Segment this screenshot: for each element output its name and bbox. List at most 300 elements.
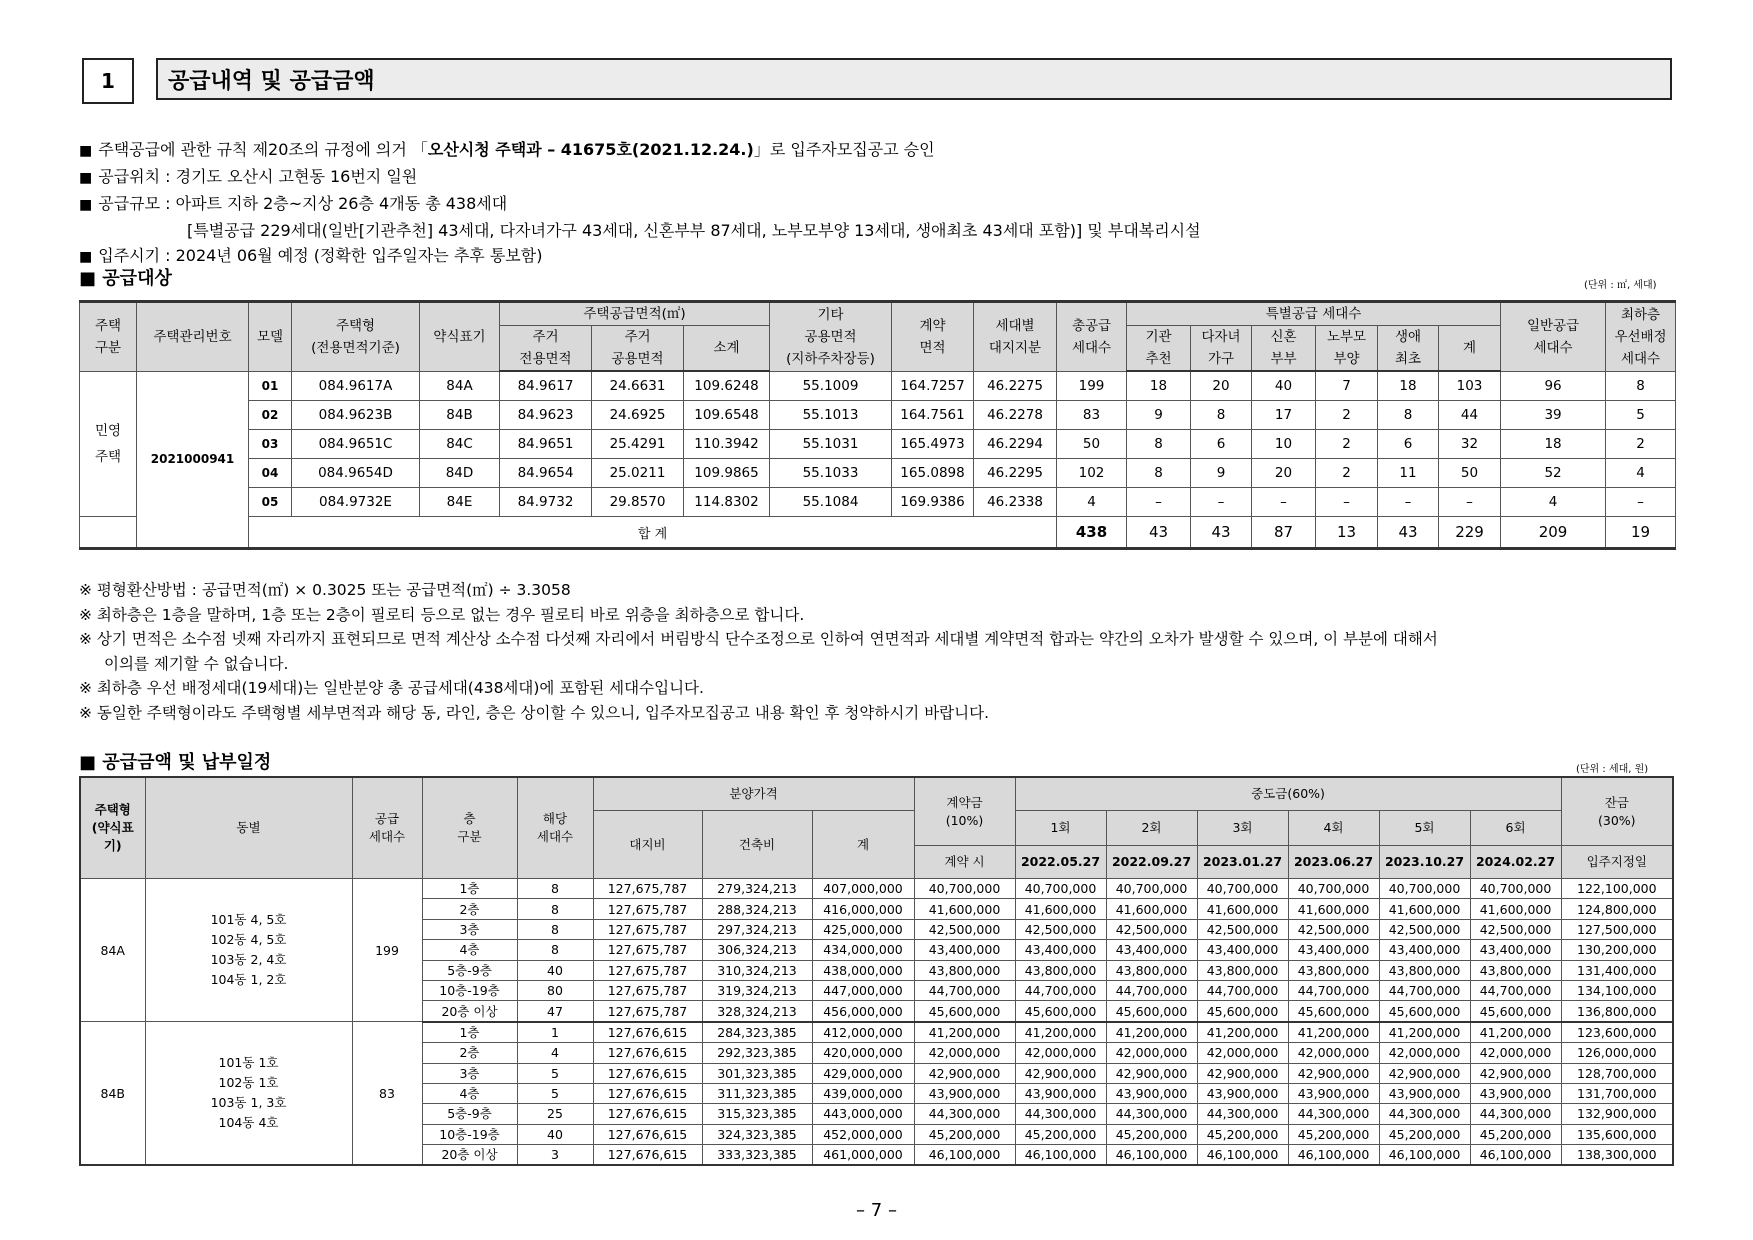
header-house-type: 주택형 (전용면적기준)	[292, 302, 420, 372]
price-cell: 41,600,000	[1015, 899, 1106, 919]
price-cell: 124,800,000	[1561, 899, 1673, 919]
header-sp-first: 생애 최초	[1378, 326, 1439, 372]
price-cell: 324,323,385	[702, 1124, 812, 1144]
price-cell: 438,000,000	[812, 960, 914, 980]
supply-row	[80, 430, 1676, 459]
header-middle: 중도금(60%)	[1015, 777, 1561, 811]
price-cell: 315,323,385	[702, 1104, 812, 1124]
header-round: 1회	[1015, 811, 1106, 846]
price-cell: 127,676,615	[593, 1063, 702, 1083]
note-item: ※ 동일한 주택형이라도 주택형별 세부면적과 해당 동, 라인, 층은 상이할 수 있으니, 입주자모집공고 내용 확인 후 청약하시기 바랍니다.	[79, 703, 990, 722]
supply-cell: –	[1252, 488, 1316, 517]
supply-cell: 84.9651	[500, 430, 592, 459]
header-special: 특별공급 세대수	[1127, 302, 1501, 326]
price-cell: 333,323,385	[702, 1145, 812, 1166]
price-cell: 8	[517, 940, 593, 960]
price-cell: 4층	[422, 940, 517, 960]
price-cell: 328,324,213	[702, 1001, 812, 1022]
supply-cell: 52	[1501, 459, 1606, 488]
price-cell: 41,600,000	[1470, 899, 1561, 919]
supply-cell: 46.2338	[974, 488, 1057, 517]
supply-cell: 84E	[420, 488, 500, 517]
header-units: 해당 세대수	[517, 777, 593, 879]
price-cell: 44,300,000	[1015, 1104, 1106, 1124]
price-cell: 43,800,000	[1470, 960, 1561, 980]
supply-cell: 96	[1501, 371, 1606, 401]
price-cell: 40,700,000	[914, 879, 1015, 899]
note-item: ※ 최하층 우선 배정세대(19세대)는 일반분양 총 공급세대(438세대)에 포함된 세대수입니다.	[79, 679, 704, 697]
total-row	[80, 517, 1676, 549]
price-cell: 127,676,615	[593, 1104, 702, 1124]
supply-cell: 8	[1606, 371, 1676, 401]
supply-cell: 46.2278	[974, 401, 1057, 430]
price-cell: 42,000,000	[1106, 1043, 1197, 1063]
supply-cell: 84A	[420, 371, 500, 401]
mgmt-number-cell: 2021000941	[137, 371, 249, 549]
move-in-line	[79, 243, 1679, 270]
supply-cell: 8	[1378, 401, 1439, 430]
supply-cell: 55.1033	[770, 459, 892, 488]
price-cell: 138,300,000	[1561, 1145, 1673, 1166]
price-cell: 130,200,000	[1561, 940, 1673, 960]
supply-cell: 20	[1252, 459, 1316, 488]
section-header	[82, 58, 1678, 102]
price-cell: 42,000,000	[1470, 1043, 1561, 1063]
price-cell: 128,700,000	[1561, 1063, 1673, 1083]
price-cell: 311,323,385	[702, 1083, 812, 1103]
price-cell: 43,900,000	[1288, 1083, 1379, 1103]
price-cell: 8	[517, 919, 593, 939]
price-cell: 42,000,000	[1015, 1043, 1106, 1063]
price-cell: 44,700,000	[1106, 980, 1197, 1000]
price-schedule-unit: (단위 : 세대, 원)	[1576, 764, 1649, 775]
price-cell: 134,100,000	[1561, 980, 1673, 1000]
price-cell: 127,676,615	[593, 1022, 702, 1043]
supply-row	[80, 488, 1676, 517]
price-cell: 42,900,000	[1015, 1063, 1106, 1083]
supply-cell: 102	[1057, 459, 1127, 488]
supply-cell: 109.6548	[684, 401, 770, 430]
supply-target-table	[79, 300, 1676, 550]
price-cell: 44,700,000	[1470, 980, 1561, 1000]
header-mgmt-no: 주택관리번호	[137, 302, 249, 372]
price-cell: 5층-9층	[422, 960, 517, 980]
header-total-supply: 총공급 세대수	[1057, 302, 1127, 372]
price-cell: 43,800,000	[1106, 960, 1197, 980]
price-cell: 127,675,787	[593, 1001, 702, 1022]
move-in-text: 입주시기 : 2024년 06월 예정 (정확한 입주일자는 추후 통보함)	[98, 246, 543, 265]
price-cell: 122,100,000	[1561, 879, 1673, 899]
supply-cell: –	[1191, 488, 1252, 517]
price-cell: 42,500,000	[1197, 919, 1288, 939]
price-cell: 443,000,000	[812, 1104, 914, 1124]
price-cell: 310,324,213	[702, 960, 812, 980]
supply-cell: 25.0211	[592, 459, 684, 488]
price-cell: 42,900,000	[1470, 1063, 1561, 1083]
supply-cell: 4	[1057, 488, 1127, 517]
price-cell: 131,400,000	[1561, 960, 1673, 980]
header-balance: 잔금 (30%)	[1561, 777, 1673, 846]
price-cell: 42,500,000	[1379, 919, 1470, 939]
price-cell: 434,000,000	[812, 940, 914, 960]
header-round: 6회	[1470, 811, 1561, 846]
price-cell: 45,200,000	[1288, 1124, 1379, 1144]
total-cell: 13	[1316, 517, 1378, 549]
header-round: 3회	[1197, 811, 1288, 846]
supply-cell: 24.6631	[592, 371, 684, 401]
total-cell: 43	[1191, 517, 1252, 549]
price-schedule-heading	[79, 748, 271, 774]
price-cell: 42,500,000	[914, 919, 1015, 939]
total-cell: 209	[1501, 517, 1606, 549]
supply-cell: 110.3942	[684, 430, 770, 459]
price-cell: 135,600,000	[1561, 1124, 1673, 1144]
price-cell: 8	[517, 879, 593, 899]
price-row	[80, 879, 1673, 899]
supply-cell: 44	[1439, 401, 1501, 430]
price-cell: 44,300,000	[1470, 1104, 1561, 1124]
price-cell: 43,900,000	[1470, 1083, 1561, 1103]
price-cell: 44,300,000	[1288, 1104, 1379, 1124]
supply-cell: –	[1439, 488, 1501, 517]
supply-cell: 164.7257	[892, 371, 974, 401]
supply-cell: 55.1031	[770, 430, 892, 459]
price-cell: 44,300,000	[1379, 1104, 1470, 1124]
price-cell: 43,800,000	[914, 960, 1015, 980]
header-deposit-when: 계약 시	[914, 846, 1015, 879]
price-cell: 41,200,000	[1015, 1022, 1106, 1043]
price-cell: 131,700,000	[1561, 1083, 1673, 1103]
price-cell: 41,200,000	[1470, 1022, 1561, 1043]
header-sum: 계	[812, 811, 914, 879]
type-cell: 84A	[80, 879, 145, 1022]
supply-cell: 50	[1057, 430, 1127, 459]
price-cell: 136,800,000	[1561, 1001, 1673, 1022]
header-date: 2024.02.27	[1470, 846, 1561, 879]
price-cell: 4층	[422, 1083, 517, 1103]
price-cell: 45,600,000	[1015, 1001, 1106, 1022]
supply-cell: 03	[249, 430, 292, 459]
header-supply-area: 주택공급면적(㎡)	[500, 302, 770, 326]
notes	[79, 578, 1679, 725]
supply-row	[80, 459, 1676, 488]
price-cell: 126,000,000	[1561, 1043, 1673, 1063]
price-cell: 42,900,000	[1106, 1063, 1197, 1083]
price-cell: 40,700,000	[1106, 879, 1197, 899]
price-cell: 4	[517, 1043, 593, 1063]
header-sp-multi: 다자녀 가구	[1191, 326, 1252, 372]
supply-cell: 24.6925	[592, 401, 684, 430]
price-cell: 41,600,000	[1106, 899, 1197, 919]
supply-cell: 7	[1316, 371, 1378, 401]
header-type-category: 주택 구분	[80, 302, 137, 372]
price-cell: 43,400,000	[1470, 940, 1561, 960]
price-cell: 3층	[422, 919, 517, 939]
header-lowest-floor: 최하층 우선배정 세대수	[1606, 302, 1676, 372]
header-floor: 층 구분	[422, 777, 517, 879]
total-cell: 19	[1606, 517, 1676, 549]
price-cell: 43,400,000	[1197, 940, 1288, 960]
price-cell: 40,700,000	[1015, 879, 1106, 899]
supply-cell: 165.4973	[892, 430, 974, 459]
supply-cell: 83	[352, 1022, 422, 1166]
price-cell: 45,600,000	[1379, 1001, 1470, 1022]
approval-line	[79, 137, 1679, 164]
category-cell: 민영 주택	[80, 371, 137, 517]
supply-cell: 084.9654D	[292, 459, 420, 488]
supply-cell: 4	[1606, 459, 1676, 488]
supply-cell: 109.9865	[684, 459, 770, 488]
price-cell: 45,600,000	[1288, 1001, 1379, 1022]
total-cell: 229	[1439, 517, 1501, 549]
supply-cell: –	[1316, 488, 1378, 517]
approval-number: 오산시청 주택과 – 41675호(2021.12.24.)	[427, 140, 754, 159]
scale-line	[79, 191, 1679, 218]
special-supply-line	[79, 218, 1679, 243]
price-cell: 45,600,000	[1106, 1001, 1197, 1022]
square-bullet: ■	[79, 197, 93, 213]
price-cell: 42,000,000	[1288, 1043, 1379, 1063]
price-cell: 45,200,000	[1470, 1124, 1561, 1144]
supply-cell: 20	[1191, 371, 1252, 401]
note-item: ※ 최하층은 1층을 말하며, 1층 또는 2층이 필로티 등으로 없는 경우 필로티 바로 위층을 최하층으로 합니다.	[79, 605, 805, 624]
price-cell: 452,000,000	[812, 1124, 914, 1144]
price-cell: 127,675,787	[593, 879, 702, 899]
supply-cell: 84B	[420, 401, 500, 430]
supply-cell: 18	[1501, 430, 1606, 459]
price-cell: 43,900,000	[1015, 1083, 1106, 1103]
header-deposit: 계약금 (10%)	[914, 777, 1015, 846]
price-cell: 2층	[422, 1043, 517, 1063]
location-text: 공급위치 : 경기도 오산시 고현동 16번지 일원	[98, 167, 418, 186]
price-cell: 42,500,000	[1470, 919, 1561, 939]
price-cell: 45,200,000	[914, 1124, 1015, 1144]
price-cell: 44,700,000	[1015, 980, 1106, 1000]
price-cell: 43,400,000	[1015, 940, 1106, 960]
price-cell: 45,200,000	[1106, 1124, 1197, 1144]
header-sp-parents: 노부모 부양	[1316, 326, 1378, 372]
special-supply-text: [특별공급 229세대(일반[기관추천] 43세대, 다자녀가구 43세대, 신혼부부 87세대, 노부모부양 13세대, 생애최초 43세대 포함)] 및 부대복리시설	[187, 221, 1201, 240]
price-cell: 42,900,000	[1197, 1063, 1288, 1083]
supply-cell: 40	[1252, 371, 1316, 401]
header-land-share: 세대별 대지지분	[974, 302, 1057, 372]
supply-cell: 18	[1378, 371, 1439, 401]
price-cell: 40,700,000	[1288, 879, 1379, 899]
total-cell: 43	[1378, 517, 1439, 549]
price-cell: 80	[517, 980, 593, 1000]
price-cell: 45,200,000	[1197, 1124, 1288, 1144]
price-cell: 41,200,000	[1379, 1022, 1470, 1043]
price-cell: 412,000,000	[812, 1022, 914, 1043]
supply-cell: 2	[1316, 459, 1378, 488]
price-cell: 40,700,000	[1197, 879, 1288, 899]
type-cell: 84B	[80, 1022, 145, 1166]
supply-cell: 55.1084	[770, 488, 892, 517]
supply-cell: 8	[1127, 459, 1191, 488]
price-cell: 279,324,213	[702, 879, 812, 899]
price-cell: 10층-19층	[422, 1124, 517, 1144]
header-contract-area: 계약 면적	[892, 302, 974, 372]
price-cell: 3	[517, 1145, 593, 1166]
price-cell: 44,700,000	[1288, 980, 1379, 1000]
total-cell: 43	[1127, 517, 1191, 549]
price-cell: 319,324,213	[702, 980, 812, 1000]
total-cell: 438	[1057, 517, 1127, 549]
total-cell: 87	[1252, 517, 1316, 549]
price-cell: 41,600,000	[914, 899, 1015, 919]
price-cell: 43,900,000	[1197, 1083, 1288, 1103]
supply-cell: 8	[1127, 430, 1191, 459]
price-cell: 43,800,000	[1288, 960, 1379, 980]
supply-cell: 084.9732E	[292, 488, 420, 517]
supply-cell: 199	[352, 879, 422, 1022]
supply-cell: 2	[1316, 430, 1378, 459]
header-date: 2023.01.27	[1197, 846, 1288, 879]
price-cell: 8	[517, 899, 593, 919]
supply-cell: 11	[1378, 459, 1439, 488]
supply-cell: 9	[1191, 459, 1252, 488]
header-other-common: 기타 공용면적 (지하주차장등)	[770, 302, 892, 372]
supply-cell: 5	[1606, 401, 1676, 430]
price-cell: 306,324,213	[702, 940, 812, 960]
price-cell: 43,400,000	[1106, 940, 1197, 960]
price-schedule-table	[79, 776, 1674, 1166]
price-cell: 127,675,787	[593, 940, 702, 960]
price-cell: 45,600,000	[1470, 1001, 1561, 1022]
supply-target-heading	[79, 264, 172, 290]
supply-cell: 46.2294	[974, 430, 1057, 459]
price-cell: 127,676,615	[593, 1145, 702, 1166]
price-cell: 46,100,000	[1288, 1145, 1379, 1166]
supply-row	[80, 371, 1676, 401]
price-cell: 42,500,000	[1015, 919, 1106, 939]
price-cell: 45,600,000	[1197, 1001, 1288, 1022]
price-cell: 41,200,000	[1197, 1022, 1288, 1043]
price-cell: 461,000,000	[812, 1145, 914, 1166]
supply-cell: 4	[1501, 488, 1606, 517]
price-schedule-body	[80, 879, 1673, 1166]
supply-cell: –	[1127, 488, 1191, 517]
price-cell: 297,324,213	[702, 919, 812, 939]
price-cell: 416,000,000	[812, 899, 914, 919]
supply-cell: 84.9617	[500, 371, 592, 401]
section-title: 공급내역 및 공급금액	[156, 58, 1672, 100]
supply-cell: 84.9623	[500, 401, 592, 430]
price-cell: 45,600,000	[914, 1001, 1015, 1022]
buildings-cell: 101동 1호 102동 1호 103동 1, 3호 104동 4호	[145, 1022, 352, 1166]
price-cell: 43,900,000	[1106, 1083, 1197, 1103]
approval-post: 」로 입주자모집공고 승인	[753, 140, 935, 159]
supply-cell: 9	[1127, 401, 1191, 430]
price-cell: 5	[517, 1063, 593, 1083]
header-sp-inst: 기관 추천	[1127, 326, 1191, 372]
price-cell: 40,700,000	[1379, 879, 1470, 899]
header-building: 동별	[145, 777, 352, 879]
price-cell: 127,676,615	[593, 1083, 702, 1103]
supply-cell: 84.9654	[500, 459, 592, 488]
header-building-cost: 건축비	[702, 811, 812, 879]
price-cell: 420,000,000	[812, 1043, 914, 1063]
supply-cell: 05	[249, 488, 292, 517]
price-cell: 127,675,787	[593, 960, 702, 980]
price-cell: 41,600,000	[1379, 899, 1470, 919]
price-cell: 47	[517, 1001, 593, 1022]
price-cell: 44,700,000	[1379, 980, 1470, 1000]
price-cell: 46,100,000	[1379, 1145, 1470, 1166]
header-date: 2022.09.27	[1106, 846, 1197, 879]
supply-cell: 83	[1057, 401, 1127, 430]
price-cell: 2층	[422, 899, 517, 919]
price-cell: 40,700,000	[1470, 879, 1561, 899]
supply-cell: 103	[1439, 371, 1501, 401]
header-round: 4회	[1288, 811, 1379, 846]
price-cell: 407,000,000	[812, 879, 914, 899]
square-bullet: ■	[79, 752, 97, 773]
supply-cell: 084.9623B	[292, 401, 420, 430]
price-cell: 44,700,000	[1197, 980, 1288, 1000]
supply-cell: 10	[1252, 430, 1316, 459]
price-cell: 46,100,000	[1470, 1145, 1561, 1166]
supply-cell: 199	[1057, 371, 1127, 401]
price-cell: 132,900,000	[1561, 1104, 1673, 1124]
price-cell: 5층-9층	[422, 1104, 517, 1124]
price-cell: 46,100,000	[914, 1145, 1015, 1166]
supply-cell: –	[1378, 488, 1439, 517]
price-cell: 127,675,787	[593, 919, 702, 939]
supply-cell: 17	[1252, 401, 1316, 430]
supply-cell: 25.4291	[592, 430, 684, 459]
price-cell: 44,300,000	[1197, 1104, 1288, 1124]
price-cell: 46,100,000	[1197, 1145, 1288, 1166]
price-cell: 41,200,000	[1106, 1022, 1197, 1043]
header-date: 2023.06.27	[1288, 846, 1379, 879]
price-cell: 42,500,000	[1288, 919, 1379, 939]
price-cell: 123,600,000	[1561, 1022, 1673, 1043]
section-number: 1	[82, 58, 134, 104]
approval-pre: 주택공급에 관한 규칙 제20조의 규정에 의거 「	[98, 140, 428, 159]
price-cell: 20층 이상	[422, 1145, 517, 1166]
supply-cell: 46.2295	[974, 459, 1057, 488]
header-date: 2022.05.27	[1015, 846, 1106, 879]
supply-cell: 32	[1439, 430, 1501, 459]
header-sale-price: 분양가격	[593, 777, 914, 811]
header-subtotal: 소계	[684, 326, 770, 372]
total-empty-cell	[80, 517, 137, 549]
price-cell: 127,500,000	[1561, 919, 1673, 939]
supply-cell: 169.9386	[892, 488, 974, 517]
price-cell: 5	[517, 1083, 593, 1103]
header-round: 5회	[1379, 811, 1470, 846]
supply-cell: 04	[249, 459, 292, 488]
price-cell: 43,800,000	[1197, 960, 1288, 980]
supply-cell: 84.9732	[500, 488, 592, 517]
price-cell: 43,800,000	[1379, 960, 1470, 980]
price-cell: 42,000,000	[1197, 1043, 1288, 1063]
price-cell: 20층 이상	[422, 1001, 517, 1022]
header-type: 주택형 (약식표 기)	[80, 777, 145, 879]
supply-cell: 109.6248	[684, 371, 770, 401]
header-model: 모델	[249, 302, 292, 372]
price-cell: 429,000,000	[812, 1063, 914, 1083]
header-balance-when: 입주지정일	[1561, 846, 1673, 879]
price-cell: 43,900,000	[914, 1083, 1015, 1103]
scale-text: 공급규모 : 아파트 지하 2층~지상 26층 4개동 총 438세대	[98, 194, 508, 213]
supply-cell: 55.1009	[770, 371, 892, 401]
price-cell: 43,800,000	[1015, 960, 1106, 980]
square-bullet: ■	[79, 249, 93, 265]
supply-target-unit: (단위 : ㎡, 세대)	[1584, 280, 1657, 291]
price-cell: 439,000,000	[812, 1083, 914, 1103]
